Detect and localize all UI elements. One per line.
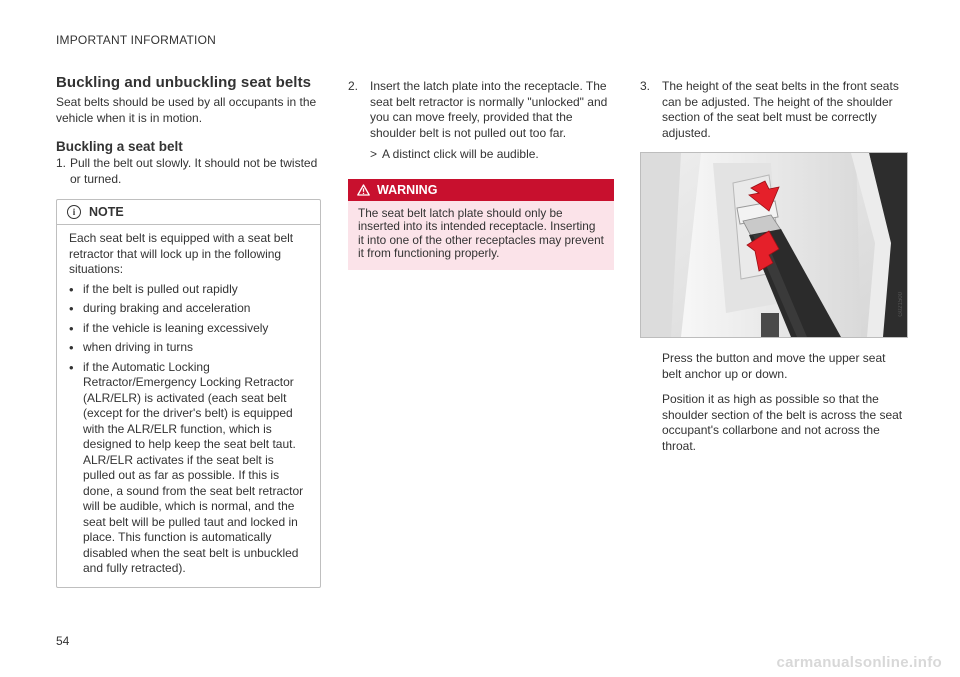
warning-header xyxy=(348,179,614,201)
warning-label: WARNING xyxy=(377,182,438,197)
list-item xyxy=(69,282,308,298)
step-3-paragraph: Press the button and move the upper seat belt anchor up or down. xyxy=(662,351,886,381)
section-title: Buckling and unbuckling seat belts xyxy=(56,74,312,91)
seat-belt-anchor-illustration xyxy=(640,152,908,338)
page-header-title: IMPORTANT INFORMATION xyxy=(56,33,216,47)
bullet-text: if the Automatic Locking Retractor/Emergency Locking Retractor (ALR/ELR) is activated (each seat belt (except for the driver's belt) is equipped with the ALR/ELR function, which is designed to help keep the seat belt taut. ALR/ELR activates if the seat belt is pulled out as far as possible. If this is done, a sound from the seat belt retractor will be audible, which is normal, and the seat belt will be pulled taut and locked in place. This function is automatically disabled when the seat belt is unbuckled and fully retracted). xyxy=(83,359,304,575)
result-marker: > xyxy=(370,147,378,161)
list-item xyxy=(69,360,308,577)
note-intro: Each seat belt is equipped with a seat belt retractor that will lock up in the following situations: xyxy=(69,231,294,276)
bullet-text: during braking and acceleration xyxy=(83,301,251,315)
column-right xyxy=(640,79,908,454)
column-middle xyxy=(348,79,614,270)
list-item xyxy=(69,340,308,356)
note-label: NOTE xyxy=(89,205,124,219)
step-text: The height of the seat belts in the front seats can be adjusted. The height of the shoulder section of the seat belt must be correctly adjusted. xyxy=(662,79,899,140)
column-left xyxy=(56,74,321,588)
seat-belt-anchor-drawing xyxy=(641,153,907,337)
step-2 xyxy=(348,79,614,141)
figure-code: G021500 xyxy=(898,292,904,317)
list-item xyxy=(69,301,308,317)
note-body xyxy=(57,225,320,587)
section-intro: Seat belts should be used by all occupants in the vehicle when it is in motion. xyxy=(56,95,317,125)
bullet-icon: • xyxy=(69,301,74,316)
step-text: Pull the belt out slowly. It should not be twisted or turned. xyxy=(70,156,318,186)
note-bullet-list xyxy=(69,282,308,577)
warning-text: The seat belt latch plate should only be inserted into its intended receptacle. Inserting it into one of the other receptacles may prevent it from functioning properly. xyxy=(358,205,604,260)
step-number: 3. xyxy=(640,79,651,93)
step-number: 2. xyxy=(348,79,359,93)
step-number: 1. xyxy=(56,156,67,170)
result-text: A distinct click will be audible. xyxy=(382,147,539,161)
note-box xyxy=(56,199,321,588)
list-item xyxy=(69,321,308,337)
step-result xyxy=(370,147,614,163)
bullet-icon: • xyxy=(69,340,74,355)
step-3-paragraph: Position it as high as possible so that the shoulder section of the belt is across the seat occupant's collarbone and not across the throat. xyxy=(662,392,903,453)
bullet-text: if the belt is pulled out rapidly xyxy=(83,281,238,296)
watermark: carmanualsonline.info xyxy=(776,654,942,671)
step-text: Insert the latch plate into the receptacle. The seat belt retractor is normally "unlocked" and you can move freely, provided that the shoulder belt is not pulled out too far. xyxy=(370,79,608,140)
note-header xyxy=(57,200,320,225)
step-3 xyxy=(640,79,908,141)
page-number: 54 xyxy=(56,634,70,648)
warning-box xyxy=(348,179,614,270)
subsection-title: Buckling a seat belt xyxy=(56,139,183,154)
bullet-text: when driving in turns xyxy=(83,340,194,354)
bullet-icon: • xyxy=(69,359,74,375)
bullet-text: if the vehicle is leaning excessively xyxy=(83,320,269,335)
step-1 xyxy=(56,156,321,187)
info-icon: i xyxy=(67,205,81,219)
bullet-icon: • xyxy=(69,320,74,336)
bullet-icon: • xyxy=(69,281,74,297)
warning-triangle-icon xyxy=(357,184,370,196)
